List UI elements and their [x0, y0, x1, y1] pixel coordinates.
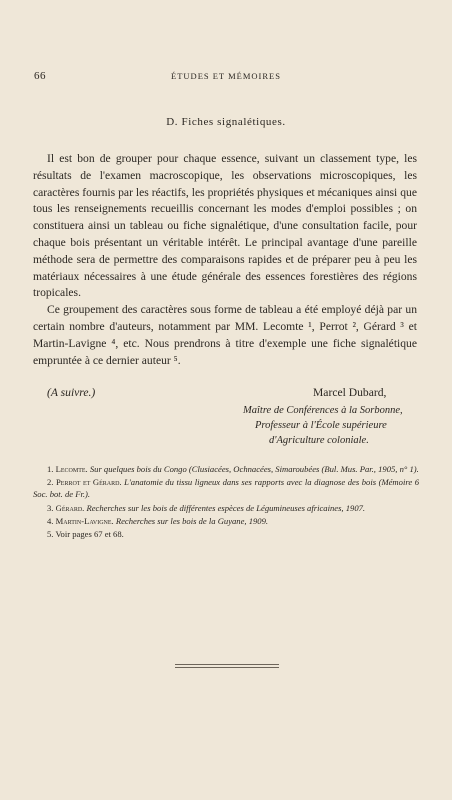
- body-text: [33, 151, 417, 369]
- footnote: 2. Perrot et Gérard. L'anatomie du tissu ligneux dans ses rapports avec la diagnose des bois (Mémoire 6 Soc. bot. de Fr.).: [33, 477, 420, 500]
- paragraph: Il est bon de grouper pour chaque essence, suivant un classement type, les résultats de l'examen macroscopique, les observations microscopiques, les caractères fournis par les réactifs, les propriétés physiques et mécaniques ainsi que tous les renseignements recueillis concernant les modes d'emploi possibles ; on constituera ainsi un tableau ou fiche signalétique, d'une consultation facile, pour chaque bois présentant un véritable intérêt. Le principal avantage d'une pareille méthode sera de permettre des comparaisons rapides et de préparer peu à peu les matériaux nécessaires à une étude générale des essences forestières des régions tropicales.: [33, 152, 417, 300]
- footnotes: [33, 463, 419, 541]
- author-title: d'Agriculture coloniale.: [269, 435, 369, 446]
- author-name: Marcel Dubard,: [313, 386, 387, 399]
- signature-block: [33, 385, 417, 455]
- divider-rule: [175, 667, 279, 668]
- footnote: 3. Gérard. Recherches sur les bois de différentes espèces de Légumineuses africaines, 1907.: [47, 502, 366, 513]
- divider-rule: [175, 664, 279, 665]
- author-title: Maître de Conférences à la Sorbonne,: [243, 405, 403, 416]
- to-be-continued: (A suivre.): [47, 386, 96, 399]
- section-title: D. Fiches signalétiques.: [166, 116, 286, 128]
- footnote: 1. Lecomte. Sur quelques bois du Congo (Clusiacées, Ochnacées, Simaroubées (Bul. Mus. Par., 1905, n° 1).: [47, 464, 419, 474]
- page-number: 66: [34, 70, 46, 82]
- footnote: 5. Voir pages 67 et 68.: [47, 529, 124, 540]
- footnote: 4. Martin-Lavigne. Recherches sur les bois de la Guyane, 1909.: [47, 515, 269, 526]
- running-title: ÉTUDES ET MÉMOIRES: [171, 71, 281, 81]
- paragraph: Ce groupement des caractères sous forme de tableau a été employé déjà par un certain nombre d'auteurs, notamment par MM. Lecomte ¹, Perrot ², Gérard ³ et Martin-Lavigne ⁴, etc. Nous prendrons à titre d'exemple une fiche signalétique empruntée à ce dernier auteur ⁵.: [33, 303, 417, 367]
- author-title: Professeur à l'École supérieure: [255, 420, 387, 431]
- page-header: [34, 70, 418, 84]
